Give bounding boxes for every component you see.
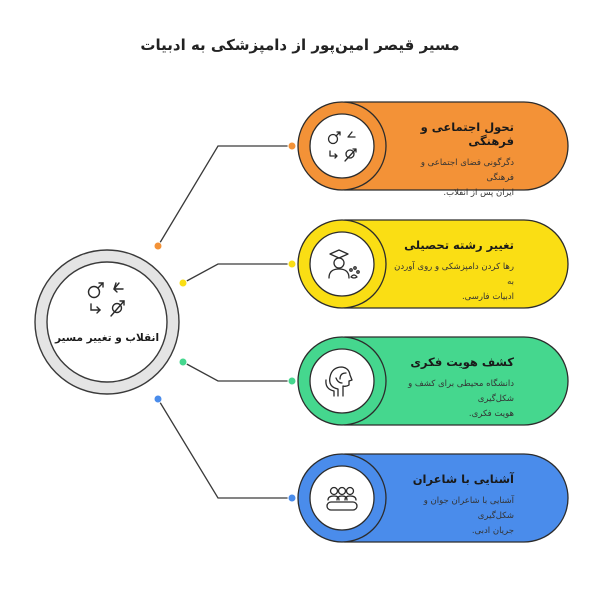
- connector-4: [158, 399, 292, 498]
- hub-inner-circle: [47, 262, 167, 382]
- card-description-line: هویت فکری.: [468, 409, 514, 419]
- card-title: آشنایی با شاعران: [412, 472, 514, 486]
- card-description-line: جریان ادبی.: [471, 526, 514, 536]
- connector-2: [183, 264, 292, 283]
- hub-connector-dot-1: [154, 242, 162, 250]
- hub-connector-dot-3: [179, 358, 187, 366]
- connector-3: [183, 362, 292, 381]
- card-description-line: دانشگاه محیطی برای کشف و شکل‌گیری: [408, 379, 514, 404]
- card-text-3: [392, 355, 514, 422]
- card-title: کشف هویت فکری: [410, 355, 514, 369]
- hub-connector-dot-2: [179, 279, 187, 287]
- card-connector-dot-3: [288, 377, 296, 385]
- hub-node: [35, 250, 179, 394]
- card-description-line: ایران پس از انقلاب.: [443, 188, 514, 198]
- card-icon-disc-1: [310, 114, 374, 178]
- card-description-line: ادبیات فارسی.: [461, 292, 514, 302]
- card-text-2: [392, 238, 514, 305]
- page-title: مسیر قیصر امین‌پور از دامپزشکی به ادبیات: [140, 36, 460, 54]
- card-connector-dot-2: [288, 260, 296, 268]
- card-connector-dot-4: [288, 494, 296, 502]
- card-icon-disc-2: [310, 232, 374, 296]
- connector-1: [158, 146, 292, 246]
- hub-connector-dot-4: [154, 395, 162, 403]
- card-icon-disc-4: [310, 466, 374, 530]
- hub-label: انقلاب و تغییر مسیر: [54, 332, 160, 344]
- card-title: تحول اجتماعی و فرهنگی: [420, 120, 514, 148]
- card-connector-dot-1: [288, 142, 296, 150]
- card-description-line: دگرگونی فضای اجتماعی و فرهنگی: [420, 158, 514, 183]
- card-text-1: [392, 120, 514, 201]
- card-description-line: رها کردن دامپزشکی و روی آوردن به: [394, 262, 514, 287]
- card-text-4: [392, 472, 514, 539]
- card-title: تغییر رشته تحصیلی: [404, 238, 514, 252]
- card-description-line: آشنایی با شاعران جوان و شکل‌گیری: [423, 496, 514, 521]
- card-icon-disc-3: [310, 349, 374, 413]
